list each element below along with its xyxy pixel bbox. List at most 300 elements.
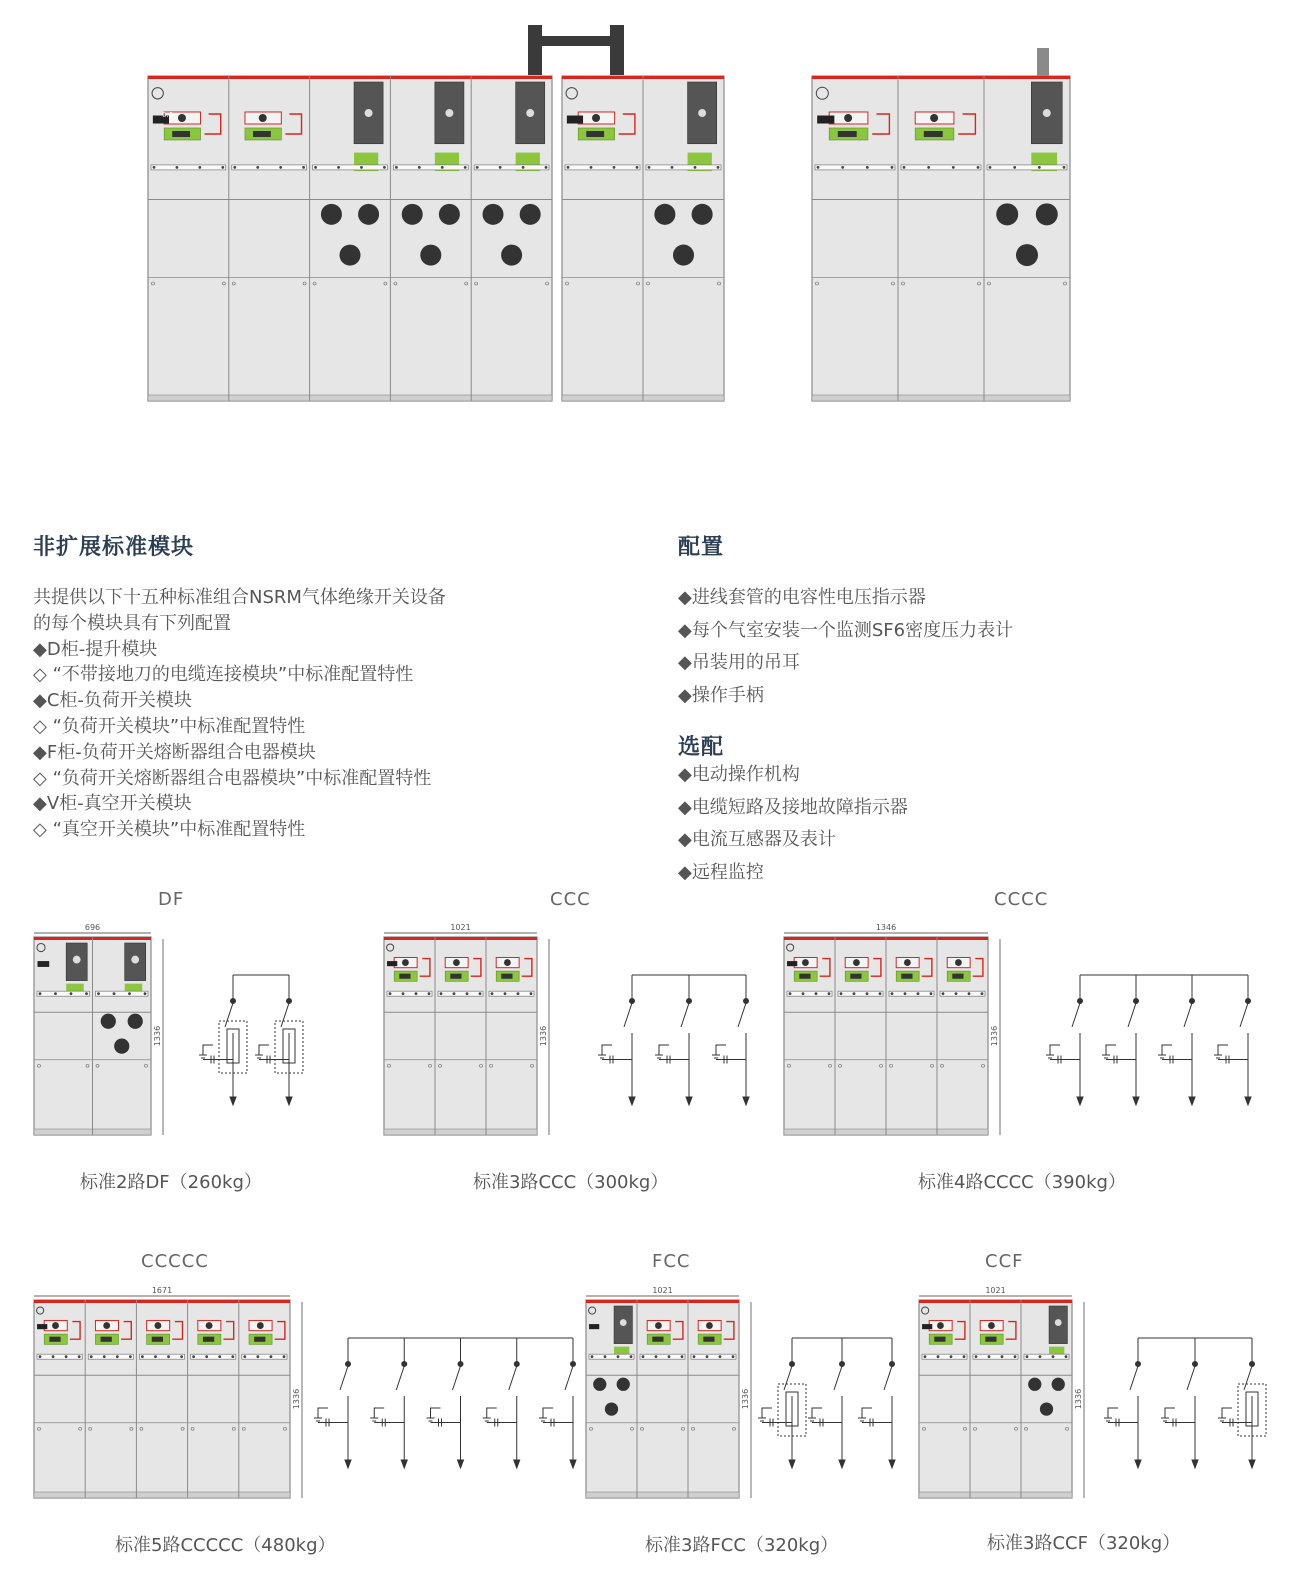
cable-dot-icon [1063, 166, 1066, 169]
terminal-dot-icon [1078, 999, 1083, 1004]
cabinet-base [148, 395, 552, 401]
switch-knob-icon [206, 1322, 213, 1329]
height-dimension-label: 1336 [292, 1388, 301, 1410]
cable-dot-icon [693, 1355, 696, 1358]
variant-code-ccf: CCF [985, 1251, 1024, 1272]
cable-strip [387, 991, 432, 996]
cable-strip [787, 991, 832, 996]
cable-dot-icon [85, 992, 88, 995]
cable-dot-icon [167, 1355, 170, 1358]
fuse-knob-icon [101, 1014, 116, 1029]
switch-blade-icon [396, 1366, 404, 1390]
cable-strip [838, 991, 883, 996]
cable-dot-icon [841, 166, 844, 169]
indicator-window [399, 974, 410, 979]
switch-knob-icon [930, 114, 938, 122]
switch-blade-icon [738, 1003, 746, 1027]
switch-blade-icon [1072, 1003, 1080, 1027]
cable-dot-icon [952, 166, 955, 169]
cable-dot-icon [904, 992, 907, 995]
cable-dot-icon [522, 166, 525, 169]
cable-dot-icon [479, 992, 482, 995]
switch-blade-icon [884, 1366, 892, 1390]
config-list [678, 582, 1013, 712]
cable-dot-icon [154, 1355, 157, 1358]
cable-dot-icon [256, 166, 259, 169]
cable-dot-icon [476, 166, 479, 169]
switch-knob-icon [655, 1322, 662, 1329]
terminal-dot-icon [1136, 1362, 1141, 1367]
width-dimension-label: 1671 [151, 1286, 173, 1295]
cable-dot-icon [504, 992, 507, 995]
earth-switch-icon [1050, 1045, 1060, 1055]
counter-display [922, 1324, 932, 1329]
cable-dot-icon [192, 1355, 195, 1358]
earth-switch-icon [659, 1045, 669, 1055]
cable-strip [438, 991, 483, 996]
cable-strip [922, 1354, 967, 1359]
arrow-down-icon [458, 1460, 464, 1468]
indicator-window [253, 131, 271, 137]
terminal-dot-icon [1190, 999, 1195, 1004]
switch-blade-icon [624, 1003, 632, 1027]
cable-dot-icon [153, 166, 156, 169]
cable-strip [37, 1354, 82, 1359]
switchgear-cabinet [784, 923, 1000, 1135]
arrow-down-icon [286, 1097, 292, 1105]
terminal-dot-icon [630, 999, 635, 1004]
cable-strip [489, 991, 534, 996]
switch-knob-icon [259, 114, 267, 122]
switchgear-cabinet [562, 76, 724, 401]
switch-knob-icon [178, 114, 186, 122]
indicator-window [450, 974, 461, 979]
switch-knob-icon [52, 1322, 59, 1329]
terminal-dot-icon [840, 1362, 845, 1367]
switch-knob-icon [955, 959, 962, 966]
cable-dot-icon [395, 166, 398, 169]
indicator-window [901, 974, 912, 979]
switch-blade-icon [225, 1003, 233, 1027]
switch-knob-icon [402, 959, 409, 966]
indicator-window [952, 974, 963, 979]
cable-dot-icon [243, 1355, 246, 1358]
lifting-bar [540, 36, 612, 46]
single-line-diagram [758, 1338, 895, 1468]
fuse-knob-icon [605, 1402, 618, 1415]
switchgear-cabinet [586, 1286, 751, 1498]
switch-knob-icon [453, 959, 460, 966]
switch-blade-icon [1128, 1003, 1136, 1027]
variant-caption-fcc: 标准3路FCC（320kg） [645, 1535, 839, 1556]
arrow-down-icon [1135, 1460, 1141, 1468]
terminal-dot-icon [287, 999, 292, 1004]
cable-dot-icon [1001, 1355, 1004, 1358]
switch-knob-icon [592, 114, 600, 122]
intro-line: ◆C柜-负荷开关模块 [33, 690, 192, 712]
cable-dot-icon [648, 166, 651, 169]
earth-switch-icon [812, 1408, 822, 1418]
fuse-knob-icon [617, 1378, 630, 1391]
arrow-down-icon [1192, 1460, 1198, 1468]
cable-dot-icon [52, 1355, 55, 1358]
gauge-icon [365, 109, 373, 117]
fuse-knob-icon [339, 245, 360, 266]
cable-strip [88, 1354, 133, 1359]
busbar-red [812, 76, 1070, 79]
cable-dot-icon [270, 1355, 273, 1358]
cable-strip [1024, 1354, 1069, 1359]
cable-dot-icon [815, 992, 818, 995]
intro-line: ◇ “负荷开关模块”中标准配置特性 [33, 715, 306, 737]
cable-dot-icon [671, 166, 674, 169]
cable-dot-icon [942, 992, 945, 995]
variant-code-df: DF [158, 889, 185, 910]
single-line-diagram [1104, 1338, 1266, 1468]
switch-blade-icon [1240, 1003, 1248, 1027]
arrow-down-icon [686, 1097, 692, 1105]
lifting-handle-icon [528, 25, 542, 75]
options-list [678, 759, 908, 889]
cable-dot-icon [642, 1355, 645, 1358]
cable-dot-icon [1065, 1355, 1068, 1358]
fuse-knob-icon [114, 1038, 129, 1053]
fuse-knob-icon [420, 245, 441, 266]
earth-switch-icon [431, 1408, 441, 1418]
cable-dot-icon [545, 166, 548, 169]
cable-dot-icon [866, 992, 869, 995]
cable-dot-icon [231, 1355, 234, 1358]
config-item: ◆吊装用的吊耳 [678, 652, 800, 674]
switch-blade-icon [784, 1366, 792, 1390]
busbar-red [384, 937, 537, 940]
height-dimension-label: 1336 [990, 1025, 999, 1047]
indicator-window [172, 131, 190, 137]
cable-strip [565, 165, 640, 170]
terminal-dot-icon [790, 1362, 795, 1367]
earth-switch-icon [1162, 1045, 1172, 1055]
variant-drawing-ccf [905, 1278, 1285, 1518]
cable-dot-icon [144, 992, 147, 995]
gauge-icon [1055, 1319, 1062, 1326]
cable-dot-icon [39, 1355, 42, 1358]
cable-dot-icon [440, 992, 443, 995]
arrow-down-icon [889, 1460, 895, 1468]
earth-switch-icon [1165, 1408, 1175, 1418]
cable-dot-icon [1014, 1355, 1017, 1358]
variant-code-fcc: FCC [652, 1251, 691, 1272]
terminal-dot-icon [231, 999, 236, 1004]
switch-blade-icon [1187, 1366, 1195, 1390]
fuse-knob-icon [402, 204, 423, 225]
cable-dot-icon [927, 166, 930, 169]
cable-dot-icon [415, 992, 418, 995]
cable-strip [242, 1354, 287, 1359]
cable-dot-icon [205, 1355, 208, 1358]
intro-list [33, 585, 446, 843]
arrow-down-icon [1245, 1097, 1251, 1105]
earth-switch-icon [602, 1045, 612, 1055]
single-line-diagram [314, 1338, 576, 1468]
cable-dot-icon [103, 1355, 106, 1358]
indicator-window [254, 1337, 265, 1342]
cable-strip [313, 165, 388, 170]
cable-dot-icon [491, 992, 494, 995]
switch-blade-icon [340, 1366, 348, 1390]
cable-dot-icon [141, 1355, 144, 1358]
cable-dot-icon [302, 166, 305, 169]
cable-dot-icon [279, 166, 282, 169]
cable-dot-icon [802, 992, 805, 995]
arrow-down-icon [230, 1097, 236, 1105]
terminal-dot-icon [346, 1362, 351, 1367]
indicator-window [49, 1337, 60, 1342]
cable-dot-icon [39, 992, 42, 995]
cable-strip [96, 991, 149, 996]
cable-dot-icon [128, 992, 131, 995]
cable-dot-icon [963, 1355, 966, 1358]
option-item: ◆电流互感器及表计 [678, 829, 836, 851]
terminal-dot-icon [1193, 1362, 1198, 1367]
variant-drawing-ccccc [20, 1278, 585, 1518]
terminal-dot-icon [687, 999, 692, 1004]
indicator-window [838, 131, 857, 137]
gauge-icon [131, 956, 139, 964]
variant-code-cccc: CCCC [994, 889, 1049, 910]
cable-dot-icon [636, 166, 639, 169]
cable-dot-icon [198, 166, 201, 169]
earth-switch-icon [1218, 1045, 1228, 1055]
earth-switch-icon [1106, 1045, 1116, 1055]
config-item: ◆操作手柄 [678, 684, 764, 706]
cable-dot-icon [78, 1355, 81, 1358]
earth-switch-icon [487, 1408, 497, 1418]
cable-dot-icon [789, 992, 792, 995]
cable-dot-icon [180, 1355, 183, 1358]
config-title: 配置 [678, 535, 725, 560]
cable-dot-icon [930, 992, 933, 995]
fuse-knob-icon [593, 1378, 606, 1391]
switch-knob-icon [504, 959, 511, 966]
counter-display [567, 116, 583, 124]
cable-dot-icon [113, 992, 116, 995]
cable-dot-icon [65, 1355, 68, 1358]
cable-dot-icon [828, 992, 831, 995]
counter-display [37, 1324, 47, 1329]
terminal-dot-icon [458, 1362, 463, 1367]
cable-dot-icon [517, 992, 520, 995]
fuse-knob-icon [483, 204, 504, 225]
cabinet-base [812, 395, 1070, 401]
height-dimension-label: 1336 [1074, 1388, 1083, 1410]
earth-switch-icon [318, 1408, 328, 1418]
cable-dot-icon [879, 992, 882, 995]
busbar-red [148, 76, 552, 79]
earth-switch-icon [259, 1045, 269, 1055]
gauge-icon [620, 1319, 627, 1326]
fuse-knob-icon [358, 204, 379, 225]
cable-dot-icon [1013, 166, 1016, 169]
gauge-icon [526, 109, 534, 117]
cable-dot-icon [129, 1355, 132, 1358]
cable-dot-icon [891, 992, 894, 995]
cable-dot-icon [977, 166, 980, 169]
switch-blade-icon [1130, 1366, 1138, 1390]
cable-dot-icon [719, 1355, 722, 1358]
switchgear-cabinet [812, 76, 1070, 401]
terminal-dot-icon [402, 1362, 407, 1367]
arrow-down-icon [514, 1460, 520, 1468]
switch-knob-icon [844, 114, 852, 122]
switch-blade-icon [281, 1003, 289, 1027]
variant-drawing-fcc [572, 1278, 917, 1518]
indicator-window [652, 1337, 663, 1342]
single-line-diagram [199, 975, 303, 1105]
cable-strip [987, 165, 1067, 170]
width-dimension-label: 1346 [875, 923, 897, 932]
cable-strip [474, 165, 549, 170]
switch-knob-icon [802, 959, 809, 966]
cable-strip [901, 165, 981, 170]
cable-strip [815, 165, 895, 170]
switch-blade-icon [1184, 1003, 1192, 1027]
arrow-down-icon [1077, 1097, 1083, 1105]
arrow-down-icon [1133, 1097, 1139, 1105]
fuse-knob-icon [673, 245, 694, 266]
cable-dot-icon [428, 992, 431, 995]
fuse-knob-icon [1036, 203, 1058, 225]
config-item: ◆每个气室安装一个监测SF6密度压力表计 [678, 619, 1014, 641]
busbar-red [919, 1300, 1072, 1303]
cable-strip [940, 991, 985, 996]
switch-blade-icon [1244, 1366, 1252, 1390]
width-dimension-label: 1021 [450, 923, 471, 932]
switch-knob-icon [103, 1322, 110, 1329]
cable-dot-icon [891, 166, 894, 169]
height-dimension-label: 1336 [153, 1025, 162, 1047]
switchgear-cabinet [384, 923, 549, 1135]
cable-dot-icon [955, 992, 958, 995]
cable-dot-icon [1039, 1355, 1042, 1358]
switch-knob-icon [904, 959, 911, 966]
width-dimension-label: 1021 [652, 1286, 673, 1295]
switch-blade-icon [453, 1366, 461, 1390]
arrow-down-icon [743, 1097, 749, 1105]
switch-knob-icon [154, 1322, 161, 1329]
arrow-down-icon [789, 1460, 795, 1468]
switch-blade-icon [509, 1366, 517, 1390]
cable-dot-icon [968, 992, 971, 995]
counter-display [817, 116, 834, 124]
arrow-down-icon [401, 1460, 407, 1468]
height-dimension-label: 1336 [741, 1388, 750, 1410]
option-item: ◆电缆短路及接地故障指示器 [678, 796, 908, 818]
cable-dot-icon [681, 1355, 684, 1358]
height-dimension-label: 1336 [539, 1025, 548, 1047]
earth-switch-icon [203, 1045, 213, 1055]
width-dimension-label: 1021 [985, 1286, 1006, 1295]
earth-switch-icon [762, 1408, 772, 1418]
fuse-knob-icon [128, 1014, 143, 1029]
cable-strip [646, 165, 721, 170]
terminal-dot-icon [514, 1362, 519, 1367]
cable-dot-icon [218, 1355, 221, 1358]
switchgear-cabinet [148, 76, 552, 401]
arrow-down-icon [1189, 1097, 1195, 1105]
cable-strip [151, 165, 226, 170]
arrow-down-icon [629, 1097, 635, 1105]
cable-dot-icon [613, 166, 616, 169]
cable-dot-icon [530, 992, 533, 995]
cable-dot-icon [975, 1355, 978, 1358]
cable-dot-icon [817, 166, 820, 169]
gauge-icon [698, 109, 706, 117]
cable-dot-icon [383, 166, 386, 169]
intro-line: 的每个模块具有下列配置 [33, 612, 231, 634]
cable-dot-icon [441, 166, 444, 169]
fuse-knob-icon [439, 204, 460, 225]
intro-line: ◆F柜-负荷开关熔断器组合电器模块 [33, 741, 316, 763]
fuse-knob-icon [692, 204, 713, 225]
intro-line: ◆V柜-真空开关模块 [33, 793, 192, 815]
cable-dot-icon [732, 1355, 735, 1358]
switchgear-hero-illustration [0, 0, 1308, 420]
cable-dot-icon [590, 166, 593, 169]
cable-dot-icon [694, 166, 697, 169]
cable-strip [393, 165, 468, 170]
cable-dot-icon [866, 166, 869, 169]
cable-dot-icon [917, 992, 920, 995]
counter-display [387, 961, 397, 966]
terminal-dot-icon [1134, 999, 1139, 1004]
indicator-window [101, 1337, 112, 1342]
cabinet-base [919, 1492, 1072, 1498]
fuse-knob-icon [520, 204, 541, 225]
cable-dot-icon [418, 166, 421, 169]
indicator-window [799, 974, 810, 979]
counter-display [787, 961, 797, 966]
cable-dot-icon [464, 166, 467, 169]
indicator-window [924, 131, 943, 137]
switch-knob-icon [853, 959, 860, 966]
terminal-dot-icon [1246, 999, 1251, 1004]
fuse-knob-icon [1052, 1378, 1065, 1391]
fuse-knob-icon [321, 204, 342, 225]
cable-strip [232, 165, 307, 170]
terminal-dot-icon [744, 999, 749, 1004]
switch-blade-icon [834, 1366, 842, 1390]
arrow-down-icon [345, 1460, 351, 1468]
fuse-knob-icon [501, 245, 522, 266]
cable-dot-icon [989, 166, 992, 169]
cable-dot-icon [567, 166, 570, 169]
cable-strip [589, 1354, 634, 1359]
cabinet-body [148, 76, 552, 401]
terminal-dot-icon [1250, 1362, 1255, 1367]
variant-drawing-df [20, 915, 320, 1155]
intro-line: ◇ “不带接地刀的电缆连接模块”中标准配置特性 [33, 664, 414, 686]
cable-dot-icon [314, 166, 317, 169]
option-item: ◆远程监控 [678, 861, 764, 883]
gauge-icon [1043, 109, 1051, 117]
counter-display [38, 961, 50, 967]
cable-dot-icon [360, 166, 363, 169]
switch-knob-icon [257, 1322, 264, 1329]
cable-dot-icon [90, 1355, 93, 1358]
intro-line: ◇ “负荷开关熔断器组合电器模块”中标准配置特性 [33, 767, 432, 789]
variant-code-ccccc: CCCCC [141, 1251, 209, 1272]
fuse-knob-icon [1040, 1402, 1053, 1415]
